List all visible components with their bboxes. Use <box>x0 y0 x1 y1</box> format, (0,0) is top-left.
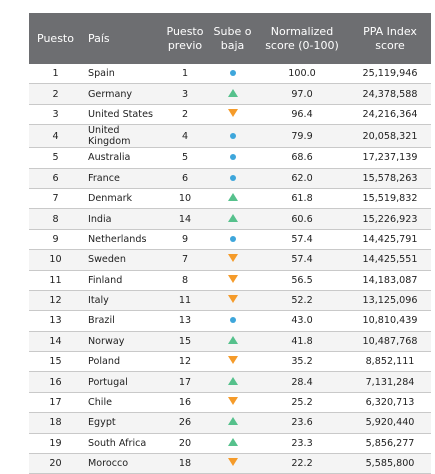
triangle-down-icon <box>228 275 238 283</box>
triangle-down-icon <box>228 458 238 466</box>
rank-cell: 1 <box>29 64 82 84</box>
ppa-score-cell: 13,125,096 <box>349 290 431 310</box>
triangle-up-icon <box>228 438 238 446</box>
country-cell: Italy <box>82 290 160 310</box>
country-cell: France <box>82 168 160 188</box>
table-row <box>29 188 431 208</box>
normalized-score-cell: 28.4 <box>255 372 349 392</box>
change-cell <box>210 331 255 351</box>
triangle-up-icon <box>228 336 238 344</box>
circle-icon <box>230 317 236 323</box>
table-row <box>29 229 431 249</box>
ppa-score-cell: 10,487,768 <box>349 331 431 351</box>
rank-cell: 13 <box>29 311 82 331</box>
normalized-score-cell: 23.3 <box>255 433 349 453</box>
change-cell <box>210 125 255 148</box>
previous-rank-cell: 1 <box>160 64 210 84</box>
change-cell <box>210 433 255 453</box>
normalized-score-cell: 96.4 <box>255 104 349 124</box>
triangle-up-icon <box>228 193 238 201</box>
normalized-score-cell: 61.8 <box>255 188 349 208</box>
ppa-score-cell: 7,131,284 <box>349 372 431 392</box>
triangle-up-icon <box>228 377 238 385</box>
table-row <box>29 331 431 351</box>
table-row <box>29 250 431 270</box>
normalized-score-cell: 23.6 <box>255 413 349 433</box>
table-row <box>29 413 431 433</box>
normalized-score-cell: 56.5 <box>255 270 349 290</box>
table-row <box>29 311 431 331</box>
previous-rank-cell: 17 <box>160 372 210 392</box>
change-cell <box>210 168 255 188</box>
normalized-score-cell: 43.0 <box>255 311 349 331</box>
change-cell <box>210 148 255 168</box>
country-cell: Sweden <box>82 250 160 270</box>
ppa-score-cell: 5,856,277 <box>349 433 431 453</box>
circle-icon <box>230 133 236 139</box>
header-ppa-score: PPA Index score <box>349 13 431 64</box>
previous-rank-cell: 16 <box>160 392 210 412</box>
previous-rank-cell: 7 <box>160 250 210 270</box>
ppa-score-cell: 15,226,923 <box>349 209 431 229</box>
normalized-score-cell: 60.6 <box>255 209 349 229</box>
header-puesto-previo: Puesto previo <box>160 13 210 64</box>
table-body <box>29 64 431 474</box>
header-pais: País <box>82 13 160 64</box>
normalized-score-cell: 25.2 <box>255 392 349 412</box>
triangle-up-icon <box>228 417 238 425</box>
country-cell: Finland <box>82 270 160 290</box>
previous-rank-cell: 2 <box>160 104 210 124</box>
rank-cell: 7 <box>29 188 82 208</box>
table-row <box>29 148 431 168</box>
circle-icon <box>230 175 236 181</box>
table-row <box>29 84 431 104</box>
table-row <box>29 125 431 148</box>
normalized-score-cell: 57.4 <box>255 229 349 249</box>
country-cell: Spain <box>82 64 160 84</box>
ppa-score-cell: 24,378,588 <box>349 84 431 104</box>
previous-rank-cell: 5 <box>160 148 210 168</box>
ppa-score-cell: 14,183,087 <box>349 270 431 290</box>
previous-rank-cell: 4 <box>160 125 210 148</box>
normalized-score-cell: 35.2 <box>255 352 349 372</box>
country-cell: Morocco <box>82 454 160 474</box>
rank-cell: 4 <box>29 125 82 148</box>
rank-cell: 3 <box>29 104 82 124</box>
country-cell: India <box>82 209 160 229</box>
change-cell <box>210 454 255 474</box>
country-cell: Denmark <box>82 188 160 208</box>
change-cell <box>210 270 255 290</box>
ranking-table <box>29 13 431 474</box>
country-cell: Egypt <box>82 413 160 433</box>
change-cell <box>210 290 255 310</box>
ppa-score-cell: 15,578,263 <box>349 168 431 188</box>
ppa-score-cell: 15,519,832 <box>349 188 431 208</box>
ppa-score-cell: 24,216,364 <box>349 104 431 124</box>
change-cell <box>210 413 255 433</box>
ppa-score-cell: 10,810,439 <box>349 311 431 331</box>
ppa-score-cell: 6,320,713 <box>349 392 431 412</box>
circle-icon <box>230 70 236 76</box>
country-cell: Norway <box>82 331 160 351</box>
normalized-score-cell: 68.6 <box>255 148 349 168</box>
rank-cell: 6 <box>29 168 82 188</box>
normalized-score-cell: 97.0 <box>255 84 349 104</box>
table-row <box>29 352 431 372</box>
table-row <box>29 392 431 412</box>
table-row <box>29 209 431 229</box>
previous-rank-cell: 20 <box>160 433 210 453</box>
rank-cell: 18 <box>29 413 82 433</box>
table-row <box>29 270 431 290</box>
country-cell: Netherlands <box>82 229 160 249</box>
rank-cell: 5 <box>29 148 82 168</box>
change-cell <box>210 188 255 208</box>
rank-cell: 8 <box>29 209 82 229</box>
change-cell <box>210 311 255 331</box>
triangle-down-icon <box>228 397 238 405</box>
change-cell <box>210 104 255 124</box>
country-cell: Portugal <box>82 372 160 392</box>
rank-cell: 9 <box>29 229 82 249</box>
rank-cell: 14 <box>29 331 82 351</box>
table-row <box>29 168 431 188</box>
normalized-score-cell: 41.8 <box>255 331 349 351</box>
rank-cell: 10 <box>29 250 82 270</box>
circle-icon <box>230 154 236 160</box>
normalized-score-cell: 57.4 <box>255 250 349 270</box>
header-puesto: Puesto <box>29 13 82 64</box>
change-cell <box>210 84 255 104</box>
normalized-score-cell: 22.2 <box>255 454 349 474</box>
normalized-score-cell: 62.0 <box>255 168 349 188</box>
country-cell: Australia <box>82 148 160 168</box>
country-cell: Chile <box>82 392 160 412</box>
normalized-score-cell: 79.9 <box>255 125 349 148</box>
table-row <box>29 454 431 474</box>
table-row <box>29 433 431 453</box>
change-cell <box>210 209 255 229</box>
triangle-down-icon <box>228 254 238 262</box>
country-cell: United Kingdom <box>82 125 160 148</box>
previous-rank-cell: 13 <box>160 311 210 331</box>
ppa-score-cell: 5,585,800 <box>349 454 431 474</box>
previous-rank-cell: 14 <box>160 209 210 229</box>
country-cell: South Africa <box>82 433 160 453</box>
rank-cell: 20 <box>29 454 82 474</box>
header-normalized-score: Normalized score (0-100) <box>255 13 349 64</box>
change-cell <box>210 372 255 392</box>
ppa-score-cell: 8,852,111 <box>349 352 431 372</box>
ppa-score-cell: 14,425,551 <box>349 250 431 270</box>
change-cell <box>210 392 255 412</box>
previous-rank-cell: 10 <box>160 188 210 208</box>
country-cell: Brazil <box>82 311 160 331</box>
previous-rank-cell: 26 <box>160 413 210 433</box>
table-header <box>29 13 431 64</box>
ppa-score-cell: 14,425,791 <box>349 229 431 249</box>
previous-rank-cell: 3 <box>160 84 210 104</box>
previous-rank-cell: 9 <box>160 229 210 249</box>
table-row <box>29 64 431 84</box>
rank-cell: 17 <box>29 392 82 412</box>
previous-rank-cell: 15 <box>160 331 210 351</box>
normalized-score-cell: 100.0 <box>255 64 349 84</box>
ppa-score-cell: 20,058,321 <box>349 125 431 148</box>
previous-rank-cell: 6 <box>160 168 210 188</box>
rank-cell: 15 <box>29 352 82 372</box>
circle-icon <box>230 236 236 242</box>
previous-rank-cell: 8 <box>160 270 210 290</box>
triangle-up-icon <box>228 89 238 97</box>
triangle-up-icon <box>228 214 238 222</box>
rank-cell: 19 <box>29 433 82 453</box>
country-cell: United States <box>82 104 160 124</box>
change-cell <box>210 352 255 372</box>
rank-cell: 2 <box>29 84 82 104</box>
table-row <box>29 104 431 124</box>
rank-cell: 16 <box>29 372 82 392</box>
country-cell: Germany <box>82 84 160 104</box>
change-cell <box>210 64 255 84</box>
previous-rank-cell: 18 <box>160 454 210 474</box>
triangle-down-icon <box>228 295 238 303</box>
rank-cell: 11 <box>29 270 82 290</box>
change-cell <box>210 250 255 270</box>
previous-rank-cell: 12 <box>160 352 210 372</box>
rank-cell: 12 <box>29 290 82 310</box>
header-sube-baja: Sube o baja <box>210 13 255 64</box>
previous-rank-cell: 11 <box>160 290 210 310</box>
ppa-score-cell: 25,119,946 <box>349 64 431 84</box>
table-row <box>29 290 431 310</box>
ppa-score-cell: 5,920,440 <box>349 413 431 433</box>
country-cell: Poland <box>82 352 160 372</box>
triangle-down-icon <box>228 356 238 364</box>
triangle-down-icon <box>228 109 238 117</box>
normalized-score-cell: 52.2 <box>255 290 349 310</box>
change-cell <box>210 229 255 249</box>
table-row <box>29 372 431 392</box>
header-row <box>29 13 431 64</box>
ppa-score-cell: 17,237,139 <box>349 148 431 168</box>
